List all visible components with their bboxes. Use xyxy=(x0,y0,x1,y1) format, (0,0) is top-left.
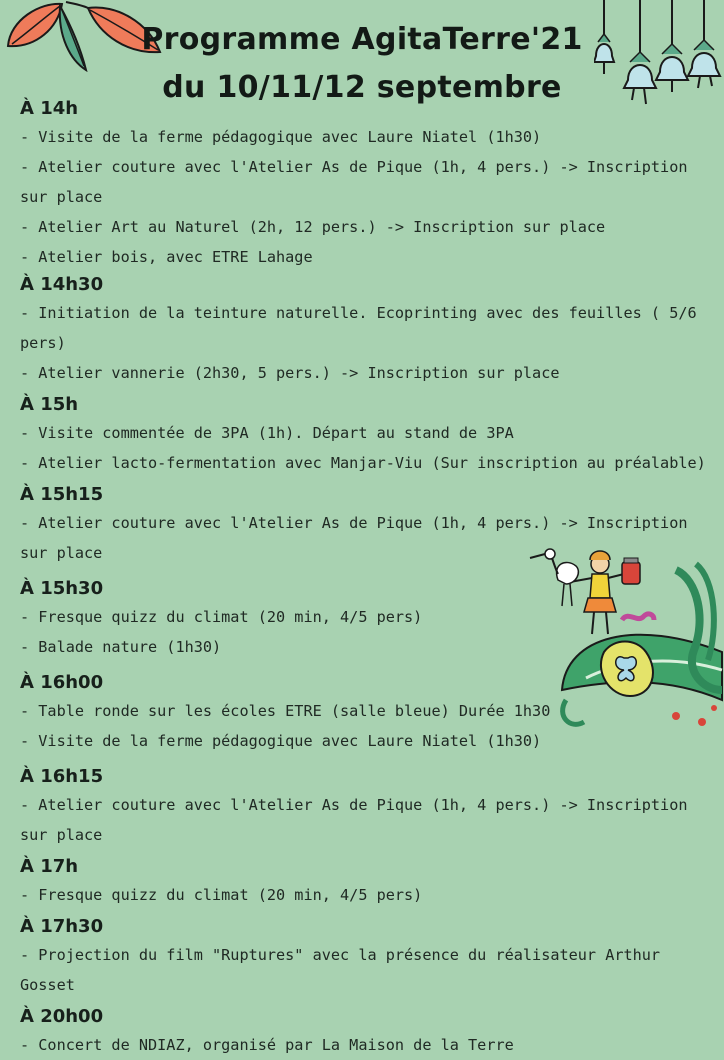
page-title: Programme AgitaTerre'21 xyxy=(141,22,583,57)
time-label: À 15h30 xyxy=(20,578,104,599)
activity-item: - Atelier couture avec l'Atelier As de Pique (1h, 4 pers.) -> Inscription sur place xyxy=(20,796,688,844)
schedule-slot xyxy=(20,764,710,850)
activity-item: - Atelier vannerie (2h30, 5 pers.) -> Inscription sur place xyxy=(20,364,560,382)
time-label: À 16h00 xyxy=(20,672,104,693)
activity-item: - Balade nature (1h30) xyxy=(20,638,222,656)
schedule-slot xyxy=(20,392,710,478)
time-label: À 15h xyxy=(20,394,79,415)
schedule xyxy=(20,96,710,1060)
page-subtitle: du 10/11/12 septembre xyxy=(162,70,562,105)
activity-item: - Atelier Art au Naturel (2h, 12 pers.) -> Inscription sur place xyxy=(20,218,606,236)
time-label: À 14h xyxy=(20,98,79,119)
schedule-slot xyxy=(20,914,710,1000)
schedule-slot xyxy=(20,670,710,756)
schedule-slot xyxy=(20,96,710,272)
activity-item: - Fresque quizz du climat (20 min, 4/5 pers) xyxy=(20,608,423,626)
time-label: À 16h15 xyxy=(20,766,104,787)
time-label: À 15h15 xyxy=(20,484,104,505)
activity-item: - Atelier couture avec l'Atelier As de Pique (1h, 4 pers.) -> Inscription sur place xyxy=(20,158,688,206)
activity-item: - Atelier bois, avec ETRE Lahage xyxy=(20,248,313,266)
activity-item: - Table ronde sur les écoles ETRE (salle bleue) Durée 1h30 xyxy=(20,702,551,720)
time-label: À 14h30 xyxy=(20,274,104,295)
time-label: À 17h30 xyxy=(20,916,104,937)
activity-item: - Concert de NDIAZ, organisé par La Maison de la Terre xyxy=(20,1036,514,1054)
activity-item: - Visite commentée de 3PA (1h). Départ au stand de 3PA xyxy=(20,424,514,442)
activity-item: - Fresque quizz du climat (20 min, 4/5 pers) xyxy=(20,886,423,904)
activity-item: - Visite de la ferme pédagogique avec Laure Niatel (1h30) xyxy=(20,128,542,146)
activity-item: - Initiation de la teinture naturelle. Ecoprinting avec des feuilles ( 5/6 pers) xyxy=(20,304,697,352)
time-label: À 20h00 xyxy=(20,1006,104,1027)
schedule-slot xyxy=(20,272,710,388)
activity-item: - Atelier lacto-fermentation avec Manjar-Viu (Sur inscription au préalable) xyxy=(20,454,706,472)
activity-item: - Atelier couture avec l'Atelier As de Pique (1h, 4 pers.) -> Inscription sur place xyxy=(20,514,688,562)
schedule-slot xyxy=(20,482,710,568)
time-label: À 17h xyxy=(20,856,79,877)
schedule-slot xyxy=(20,1004,710,1060)
schedule-slot xyxy=(20,576,710,662)
schedule-slot xyxy=(20,854,710,910)
activity-item: - Visite de la ferme pédagogique avec Laure Niatel (1h30) xyxy=(20,732,542,750)
activity-item: - Projection du film "Ruptures" avec la présence du réalisateur Arthur Gosset xyxy=(20,946,661,994)
